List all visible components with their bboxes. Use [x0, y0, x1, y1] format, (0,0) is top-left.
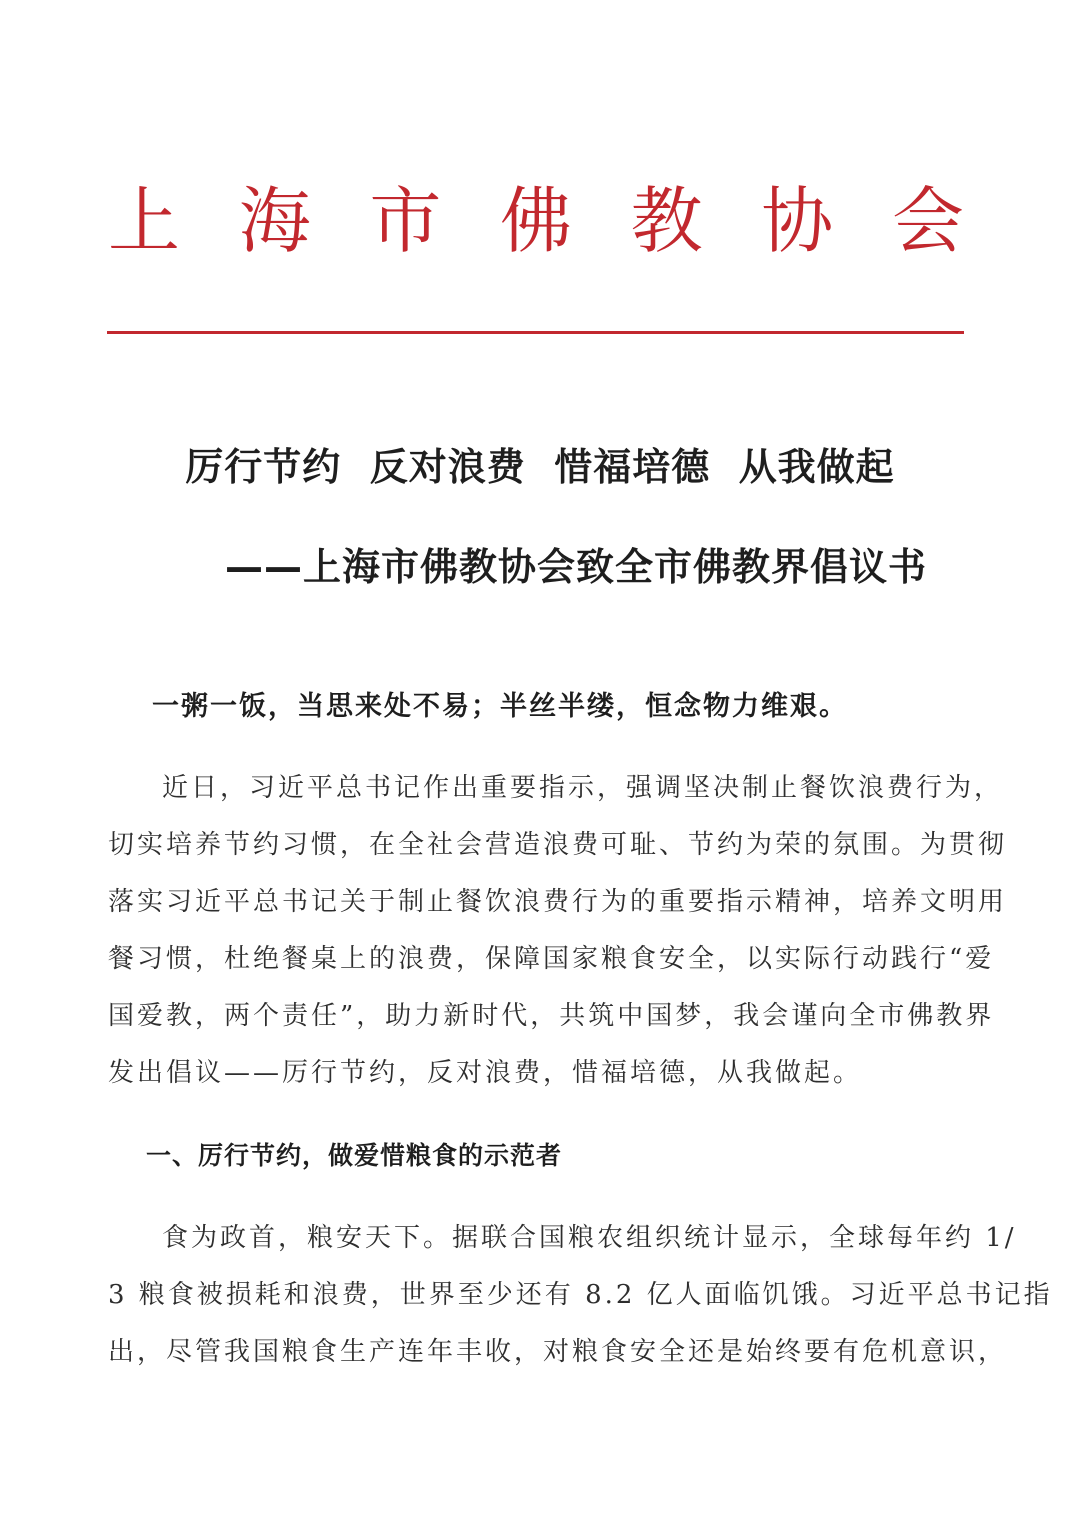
- paragraph-line: 近日，习近平总书记作出重要指示，强调坚决制止餐饮浪费行为，: [162, 773, 1004, 803]
- paragraph-line: 国爱教，两个责任”，助力新时代，共筑中国梦，我会谨向全市佛教界: [108, 1001, 995, 1031]
- document-title: 厉行节约 反对浪费 惜福培德 从我做起: [185, 445, 895, 489]
- letterhead-divider: [107, 331, 964, 334]
- letterhead-org-name: [108, 176, 964, 266]
- paragraph-line: 切实培养节约习惯，在全社会营造浪费可耻、节约为荣的氛围。为贯彻: [108, 830, 1008, 860]
- document-subtitle: ——上海市佛教协会致全市佛教界倡议书: [224, 545, 927, 589]
- letterhead-char: 上: [108, 179, 181, 263]
- section-heading: 一、厉行节约，做爱惜粮食的示范者: [146, 1141, 563, 1170]
- letterhead-char: 海: [238, 179, 311, 263]
- letterhead-char: 会: [891, 179, 964, 263]
- paragraph-line: 发出倡议——厉行节约，反对浪费，惜福培德，从我做起。: [108, 1058, 863, 1088]
- intro-paragraph: [108, 760, 1008, 1102]
- paragraph-line: 落实习近平总书记关于制止餐饮浪费行为的重要指示精神，培养文明用: [108, 887, 1008, 917]
- paragraph-line: 出，尽管我国粮食生产连年丰收，对粮食安全还是始终要有危机意识，: [108, 1337, 1008, 1367]
- letterhead-char: 教: [630, 179, 703, 263]
- section-paragraph: [108, 1210, 1053, 1381]
- letterhead-char: 协: [761, 179, 834, 263]
- paragraph-line: 3 粮食被损耗和浪费，世界至少还有 8.2 亿人面临饥饿。习近平总书记指: [108, 1280, 1053, 1310]
- paragraph-line: 餐习惯，杜绝餐桌上的浪费，保障国家粮食安全，以实际行动践行“爱: [108, 944, 995, 974]
- letterhead-char: 市: [369, 179, 442, 263]
- paragraph-line: 食为政首，粮安天下。据联合国粮农组织统计显示，全球每年约 1/: [162, 1223, 1017, 1253]
- opening-maxim: 一粥一饭，当思来处不易；半丝半缕，恒念物力维艰。: [152, 691, 848, 722]
- letterhead-char: 佛: [499, 179, 572, 263]
